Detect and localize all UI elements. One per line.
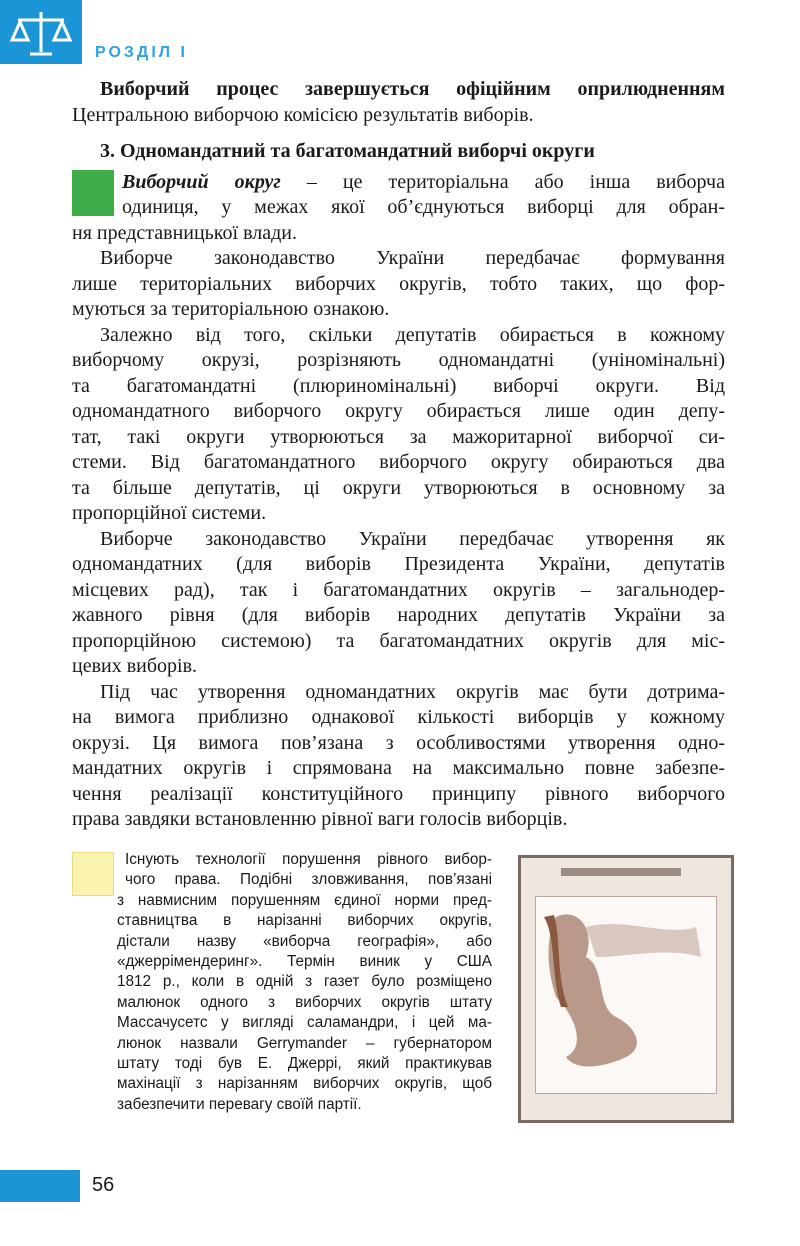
text-line: Виборче законодавство України передбачає формування [100,247,725,269]
text-line: одномандатного виборчого округу обирається лише один депу- [72,400,725,422]
text-line: та більше депутатів, ці округи утворюються в основному за [72,476,725,499]
sidebar-note [72,850,492,1115]
note-line: малюнок одного з виборчих округів штату [117,993,492,1011]
gerrymander-cartoon-image [518,855,734,1123]
note-line: забезпечити перевагу своїй партії. [117,1095,362,1113]
definition [72,170,725,247]
text-line: виборчому окрузі, розрізняють одномандатні (уніномінальні) [72,349,725,371]
note-line: з навмисним порушенням єдиної норми пред- [117,891,492,909]
note-line: штату тоді був Е. Джеррі, який практикував [117,1054,492,1072]
page-number: 56 [92,1174,115,1196]
text-line: Виборчий процес завершується офіційним оприлюдненням [100,78,725,100]
paragraph-2 [72,246,725,323]
note-line: дістали назву «виборча географія», або [117,932,492,950]
text-line: пропорційною системою) та багатомандатних округів для міс- [72,629,725,652]
page-tab [0,1170,80,1202]
text-line: на вимога приблизно однакової кількості виборців у кожному [72,706,725,728]
scales-icon [8,8,74,58]
text-line: Під час утворення одномандатних округів має бути дотрима- [100,680,725,703]
text-line: муються за територіальною ознакою. [72,298,390,320]
text-line: цевих виборів. [72,655,198,677]
text-line: одиниця, у межах якої об’єднуються виборці для обран- [122,196,725,218]
text-line: окрузі. Ця вимога пов’язана з особливостями утворення одно- [72,731,725,754]
paragraph-4 [72,527,725,680]
note-line: Існують технології порушення рівного вибор- [125,851,492,868]
text-line: стеми. Від багатомандатного виборчого округу обираються два [72,451,725,473]
note-line: люнок назвали Gerrymander – губернатором [117,1034,492,1052]
definition-icon [72,170,114,216]
text-line: лише територіальних виборчих округів, тобто таких, що фор- [72,272,725,295]
note-line: «джеррімендеринг». Термін виник у США [117,952,492,970]
paragraph-3 [72,323,725,527]
text-line: та багатомандатні (плюриномінальні) виборчі округи. Від [72,374,725,397]
text-line [72,170,725,196]
main-text [72,77,725,833]
text-line: тат, такі округи утворюються за мажоритарної виборчої си- [72,425,725,448]
text-line: Залежно від того, скільки депутатів обирається в кожному [100,323,725,346]
newspaper-title [561,868,681,876]
note-line: 1812 р., коли в одній з газет було розміщено [117,973,492,991]
salamander-illustration [536,897,716,1093]
text-line: чення реалізації конституційного принципу рівного виборчого [72,782,725,805]
text-line: одномандатних (для виборів Президента України, депутатів [72,553,725,575]
note-line: чого права. Подібні зловживання, пов’язані [125,871,492,889]
paragraph-1 [72,77,725,128]
text-line: мандатних округів і спрямована на максимально повне забезпе- [72,757,725,779]
picture-frame [535,896,717,1094]
text-line: жавного рівня (для виборів народних депутатів України за [72,604,725,626]
note-line: ставництва в нарізанні виборчих округів, [117,912,492,930]
text-line: місцевих рад), так і багатомандатних округів – загальнодер- [72,578,725,601]
section-label: РОЗДІЛ І [95,44,188,61]
text-line: Виборче законодавство України передбачає утворення як [100,527,725,550]
text-line: права завдяки встановленню рівної ваги голосів виборців. [72,808,568,830]
section-badge [0,0,82,64]
note-line: Массачусетс у вигляді саламандри, і цей ма- [117,1014,492,1032]
note-line: махінації з нарізанням виборчих округів, щоб [117,1075,492,1093]
definition-term: Виборчий округ [122,170,281,193]
body-paragraphs [72,246,725,833]
text-line: ня представницької влади. [72,221,297,244]
section-heading: 3. Одномандатний та багатомандатний виборчі округи [100,140,595,162]
text-line: Центральною виборчою комісією результатів виборів. [72,103,534,126]
definition-text: – це територіальна або інша виборча [280,170,725,193]
text-line: пропорційної системи. [72,502,267,524]
paragraph-5 [72,680,725,833]
